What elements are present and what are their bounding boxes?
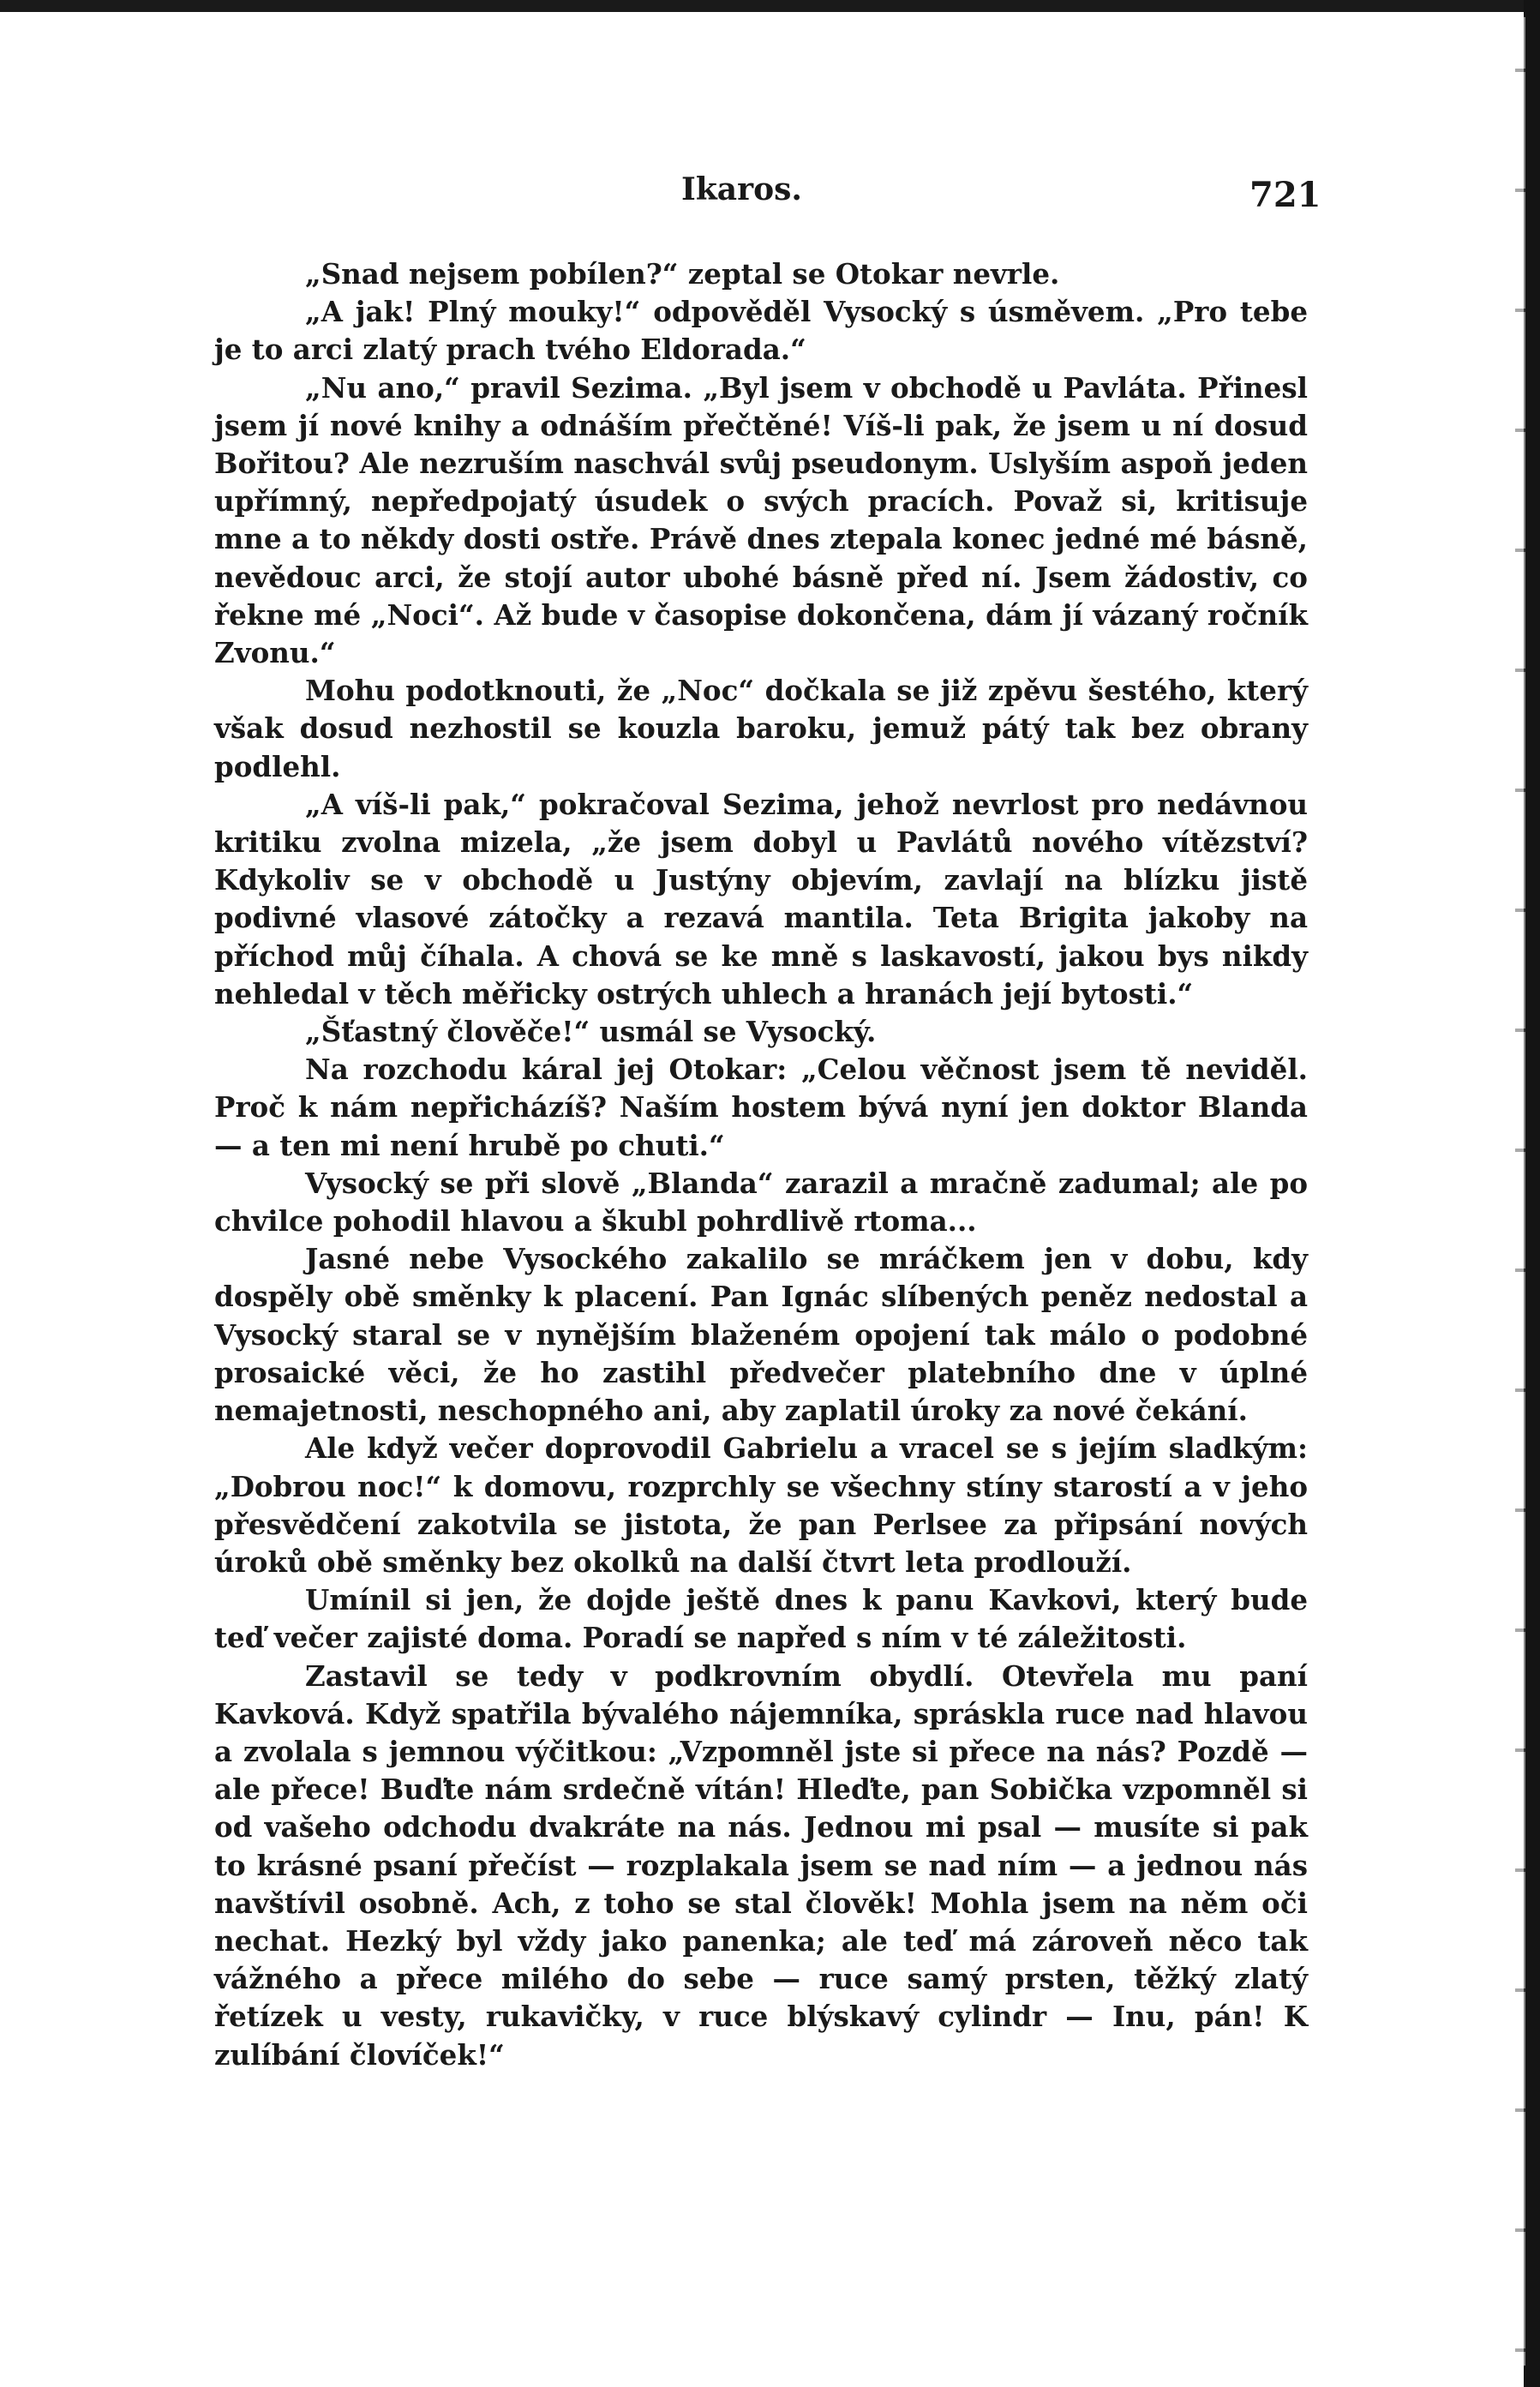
paragraph: Na rozchodu káral jej Otokar: „Celou věčnost jsem tě neviděl. Proč k nám nepřicházíš? Naším hostem bývá nyní jen doktor Blanda — a ten mi není hrubě po chuti.“ [214, 1053, 1308, 1162]
paragraph: Zastavil se tedy v podkrovním obydlí. Otevřela mu paní Kavková. Když spatřila bývalého nájemníka, spráskla ruce nad hlavou a zvolala s jemnou výčitkou: „Vzpomněl jste si přece na nás? Pozdě — ale přece! Buďte nám srdečně vítán! Hleďte, pan Sobička vzpomněl si od vašeho odchodu dvakráte na nás. Jednou mi psal — musíte si pak to krásné psaní přečíst — rozplakala jsem se nad ním — a jednou nás navštívil osobně. Ach, z toho se stal člověk! Mohla jsem na něm oči nechat. Hezký byl vždy jako panenka; ale teď má zároveň něco tak vážného a přece milého do sebe — ruce samý prsten, těžký zlatý řetízek u vesty, rukavičky, v ruce blýskavý cylindr — Inu, pán! K zulíbání človíček!“ [214, 1658, 1308, 2072]
paragraph: „Snad nejsem pobílen?“ zeptal se Otokar nevrle. [305, 257, 1060, 291]
page-number: 721 [1249, 175, 1321, 215]
running-title: Ikaros. [681, 171, 802, 207]
body-text [214, 255, 1308, 2074]
running-head [0, 171, 1524, 223]
paragraph: Ale když večer doprovodil Gabrielu a vracel se s jejím sladkým: „Dobrou noc!“ k domovu, rozprchly se všechny stíny starostí a v jeho přesvědčení zakotvila se jistota, že pan Perlsee za připsání nových úroků obě směnky bez okolků na další čtvrt leta prodlouží. [214, 1431, 1308, 1579]
paragraph: Jasné nebe Vysockého zakalilo se mráčkem jen v dobu, kdy dospěly obě směnky k placení. Pan Ignác slíbených peněz nedostal a Vysocký staral se v nynějším blaženém opojení tak málo o podobné prosaické věci, že ho zastihl předvečer platebního dne v úplné nemajetnosti, neschopného ani, aby zaplatil úroky za nové čekání. [214, 1242, 1308, 1428]
paragraph: Mohu podotknouti, že „Noc“ dočkala se již zpěvu šestého, který však dosud nezhostil se kouzla baroku, jemuž pátý tak bez obrany podlehl. [214, 674, 1308, 783]
paragraph: „A jak! Plný mouky!“ odpověděl Vysocký s úsměvem. „Pro tebe je to arci zlatý prach tvého Eldorada.“ [214, 295, 1308, 367]
paragraph: Umínil si jen, že dojde ještě dnes k panu Kavkovi, který bude teď večer zajisté doma. Poradí se napřed s ním v té záležitosti. [214, 1583, 1308, 1655]
paragraph: „A víš-li pak,“ pokračoval Sezima, jehož nevrlost pro nedávnou kritiku zvolna mizela, „že jsem dobyl u Pavlátů nového vítězství? Kdykoliv se v obchodě u Justýny objevím, zavlají na blízku jistě podivné vlasové zátočky a rezavá mantila. Teta Brigita jakoby na příchod můj číhala. A chová se ke mně s laskavostí, jakou bys nikdy nehledal v těch měřicky ostrých uhlech a hranách její bytosti.“ [214, 787, 1308, 1011]
scan-top-edge [0, 0, 1524, 12]
paragraph: „Nu ano,“ pravil Sezima. „Byl jsem v obchodě u Pavláta. Přinesl jsem jí nové knihy a odnáším přečtěné! Víš-li pak, že jsem u ní dosud Bořitou? Ale nezruším naschvál svůj pseudonym. Uslyším aspoň jeden upřímný, nepředpojatý úsudek o svých pracích. Považ si, kritisuje mne a to někdy dosti ostře. Právě dnes ztepala konec jedné mé básně, nevědouc arci, že stojí autor ubohé básně před ní. Jsem žádostiv, co řekne mé „Noci“. Až bude v časopise dokončena, dám jí vázaný ročník Zvonu.“ [214, 370, 1308, 670]
scan-right-edge [1515, 17, 1525, 2366]
paragraph: „Šťastný člověče!“ usmál se Vysocký. [305, 1015, 877, 1049]
paragraph: Vysocký se při slově „Blanda“ zarazil a mračně zadumal; ale po chvilce pohodil hlavou a škubl pohrdlivě rtoma... [214, 1166, 1308, 1238]
